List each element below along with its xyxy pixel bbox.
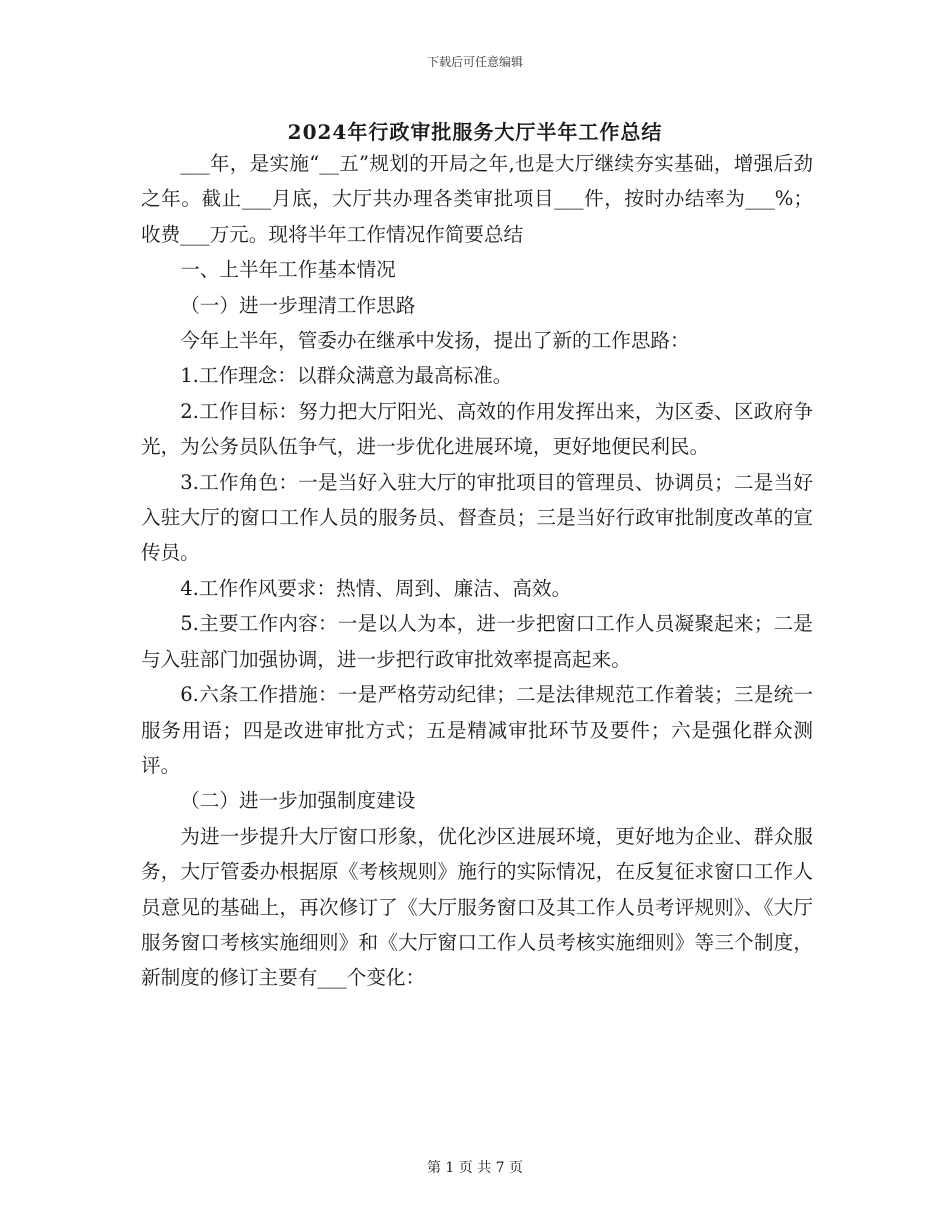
list-item-roles: 3.工作角色：一是当好入驻大厅的审批项目的管理员、协调员；二是当好入驻大厅的窗口工作人员的服务员、督查员；三是当好行政审批制度改革的宣传员。 [141,470,813,565]
page-number: 第 1 页 共 7 页 [426,1160,524,1176]
section-heading-1: 一、上半年工作基本情况 [180,258,396,282]
document-title: 2024年行政审批服务大厅半年工作总结 [287,120,663,144]
header-note: 下载后可任意编辑 [426,55,523,69]
paragraph-intro: ___年，是实施“__五”规划的开局之年,也是大厅继续夯实基础，增强后劲之年。截止___月底，大厅共办理各类审批项目___件，按时办结率为___%；收费___万元。现将半年工作情况作简要总结 [141,152,813,246]
list-item-style: 4.工作作风要求：热情、周到、廉洁、高效。 [180,576,572,600]
list-item-philosophy: 1.工作理念：以群众满意为最高标准。 [180,364,513,388]
list-item-measures: 6.六条工作措施：一是严格劳动纪律；二是法律规范工作着装；三是统一服务用语；四是改进审批方式；五是精减审批环节及要件；六是强化群众测评。 [141,683,813,777]
list-item-content: 5.主要工作内容：一是以人为本，进一步把窗口工作人员凝聚起来；二是与入驻部门加强协调，进一步把行政审批效率提高起来。 [141,612,813,671]
subsection-heading-1: （一）进一步理清工作思路 [180,293,416,317]
subsection-heading-2: （二）进一步加强制度建设 [180,789,416,813]
paragraph-system-building: 为进一步提升大厅窗口形象，优化沙区进展环境，更好地为企业、群众服务，大厅管委办根据原《考核规则》施行的实际情况，在反复征求窗口工作人员意见的基础上，再次修订了《大厅服务窗口及其工作人员考评规则》、《大厅服务窗口考核实施细则》和《大厅窗口工作人员考核实施细则》等三个制度，新制度的修订主要有___个变化： [141,824,813,990]
document-body [141,146,813,996]
list-item-goals: 2.工作目标：努力把大厅阳光、高效的作用发挥出来，为区委、区政府争光，为公务员队伍争气，进一步优化进展环境，更好地便民利民。 [141,399,813,459]
paragraph-work-ideas: 今年上半年，管委办在继承中发扬，提出了新的工作思路： [180,329,690,353]
